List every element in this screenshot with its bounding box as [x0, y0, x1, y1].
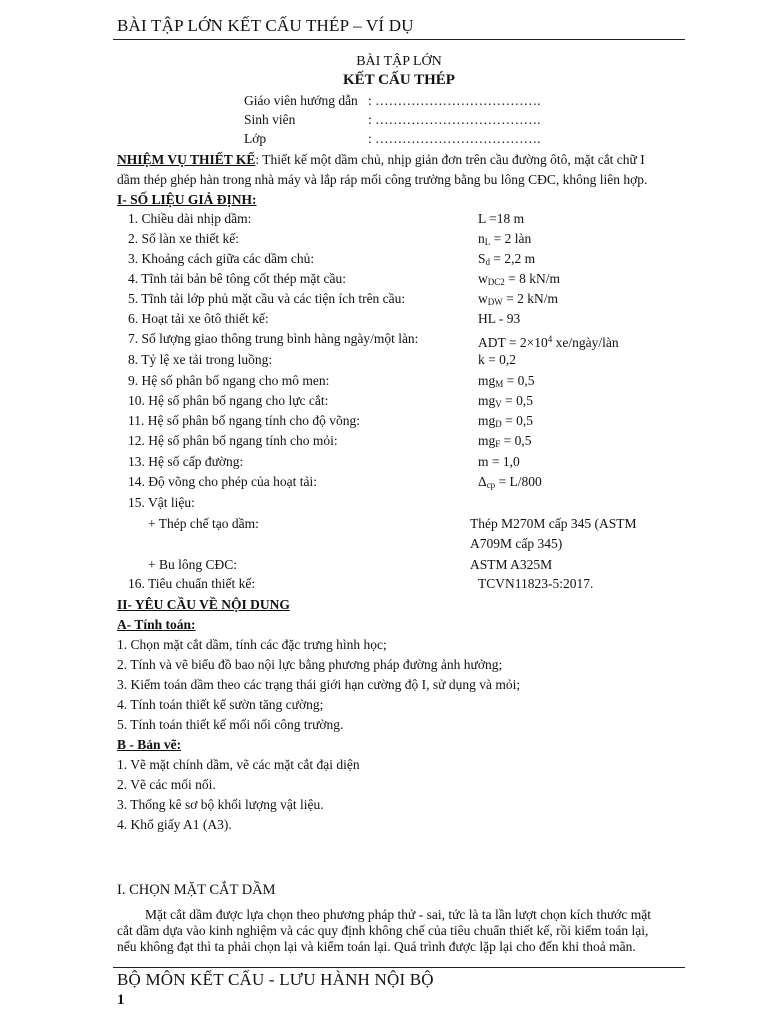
page-number: 1 [117, 992, 125, 1008]
list-item: 4. Khổ giấy A1 (A3). [117, 817, 232, 832]
section2b-heading: B - Bản vẽ: [117, 737, 182, 752]
list-item: 13. Hệ số cấp đường: m = 1,0 [128, 454, 520, 469]
task-label: NHIỆM VỤ THIẾT KẾ [117, 152, 256, 167]
section2a-heading: A- Tính toán: [117, 617, 196, 632]
list-item: 5. Tính toán thiết kế mối nối công trường. [117, 717, 344, 732]
list-item: 9. Hệ số phân bố ngang cho mô men: $mg_M = 0,5$ [128, 373, 535, 389]
task-line2: dầm thép ghép hàn trong nhà máy và lắp ráp mối công trường bằng bu lông CĐC, không liên hợp. [117, 172, 648, 187]
title-line2: KẾT CẤU THÉP [343, 72, 455, 88]
student-value: : ………………………………. [368, 112, 541, 127]
list-item: 7. Số lượng giao thông trung bình hàng ngày/một làn: ADT = $2\times 10^4$ xe/ngày/làn [128, 331, 619, 350]
para-line3: nếu không đạt thì ta phải chọn lại và kiểm toán lại. Quá trình được lặp lại cho đến khi thoả mãn. [117, 939, 636, 954]
list-item: 10. Hệ số phân bố ngang cho lực cắt: $mg_V = 0,5$ [128, 393, 534, 409]
teacher-label: Giáo viên hướng dẫn [244, 93, 358, 108]
section1-heading: I- SỐ LIỆU GIẢ ĐỊNH: [117, 192, 257, 207]
list-item: 3. Kiểm toán dầm theo các trạng thái giới hạn cường độ I, sử dụng và mỏi; [117, 677, 521, 692]
footer-text: BỘ MÔN KẾT CẤU - LƯU HÀNH NỘI BỘ [117, 970, 434, 989]
task-line1 [117, 152, 645, 168]
list-item: + Thép chế tạo dầm: Thép M270M cấp 345 (ASTM [148, 516, 637, 531]
list-item: 8. Tỷ lệ xe tải trong luồng: k = 0,2 [128, 352, 516, 367]
list-item: 1. Chiều dài nhịp dầm: L =18 m [128, 211, 525, 226]
list-item: 14. Độ võng cho phép của hoạt tải: $\Delta_{cp} = L/800$ [128, 474, 542, 490]
teacher-value: : ………………………………. [368, 93, 541, 108]
list-item: 16. Tiêu chuẩn thiết kế: TCVN11823-5:2017. [128, 576, 594, 591]
list-item: 2. Vẽ các mối nối. [117, 777, 216, 792]
list-item: A709M cấp 345) [470, 536, 563, 551]
section3-heading: I. CHỌN MẶT CẮT DẦM [117, 882, 276, 898]
list-item: 15. Vật liệu: [128, 495, 195, 510]
list-item: 4. Tính toán thiết kế sườn tăng cường; [117, 697, 324, 712]
list-item: 5. Tĩnh tải lớp phủ mặt cầu và các tiện ích trên cầu: $w_{DW} = 2$ kN/m [128, 291, 558, 307]
list-item: 4. Tĩnh tải bản bê tông cốt thép mặt cầu: $w_{DC2} = 8$ kN/m [128, 271, 561, 287]
para-line2: cắt dầm dựa vào kinh nghiệm và các quy định không chế của tiêu chuẩn thiết kế, rồi kiểm toán lại, [117, 923, 649, 938]
header-rule [113, 39, 685, 40]
list-item: 1. Vẽ mặt chính dầm, vẽ các mặt cắt đại diện [117, 757, 360, 772]
list-item: 11. Hệ số phân bố ngang tính cho độ võng: $mg_D = 0,5$ [128, 413, 534, 429]
footer-rule [113, 967, 685, 968]
list-item: 3. Thống kê sơ bộ khối lượng vật liệu. [117, 797, 324, 812]
page-header: BÀI TẬP LỚN KẾT CẤU THÉP – VÍ DỤ [117, 16, 414, 35]
list-item: 12. Hệ số phân bố ngang tính cho mỏi: $mg_F = 0,5$ [128, 433, 532, 449]
list-item: 6. Hoạt tải xe ôtô thiết kế: HL - 93 [128, 311, 521, 326]
list-item: 3. Khoảng cách giữa các dầm chủ: $S_d = 2,2$ m [128, 251, 536, 267]
title-line1: BÀI TẬP LỚN [356, 54, 442, 69]
class-label: Lớp [244, 131, 267, 146]
list-item: 2. Số làn xe thiết kế: $n_L = 2$ làn [128, 231, 532, 247]
list-item: 1. Chọn mặt cắt dầm, tính các đặc trưng hình học; [117, 637, 387, 652]
student-label: Sinh viên [244, 112, 296, 127]
list-item: + Bu lông CĐC: ASTM A325M [148, 557, 553, 572]
task-text1: : Thiết kế một dầm chủ, nhịp giản đơn trên cầu đường ôtô, mặt cắt chữ I [255, 152, 645, 167]
section2-heading: II- YÊU CẦU VỀ NỘI DUNG [117, 597, 290, 612]
class-value: : ………………………………. [368, 131, 541, 146]
list-item: 2. Tính và vẽ biểu đồ bao nội lực bằng phương pháp đường ảnh hưởng; [117, 657, 503, 672]
para-line1: Mặt cắt dầm được lựa chọn theo phương pháp thử - sai, tức là ta lần lượt chọn kích thước mặt [145, 907, 652, 922]
